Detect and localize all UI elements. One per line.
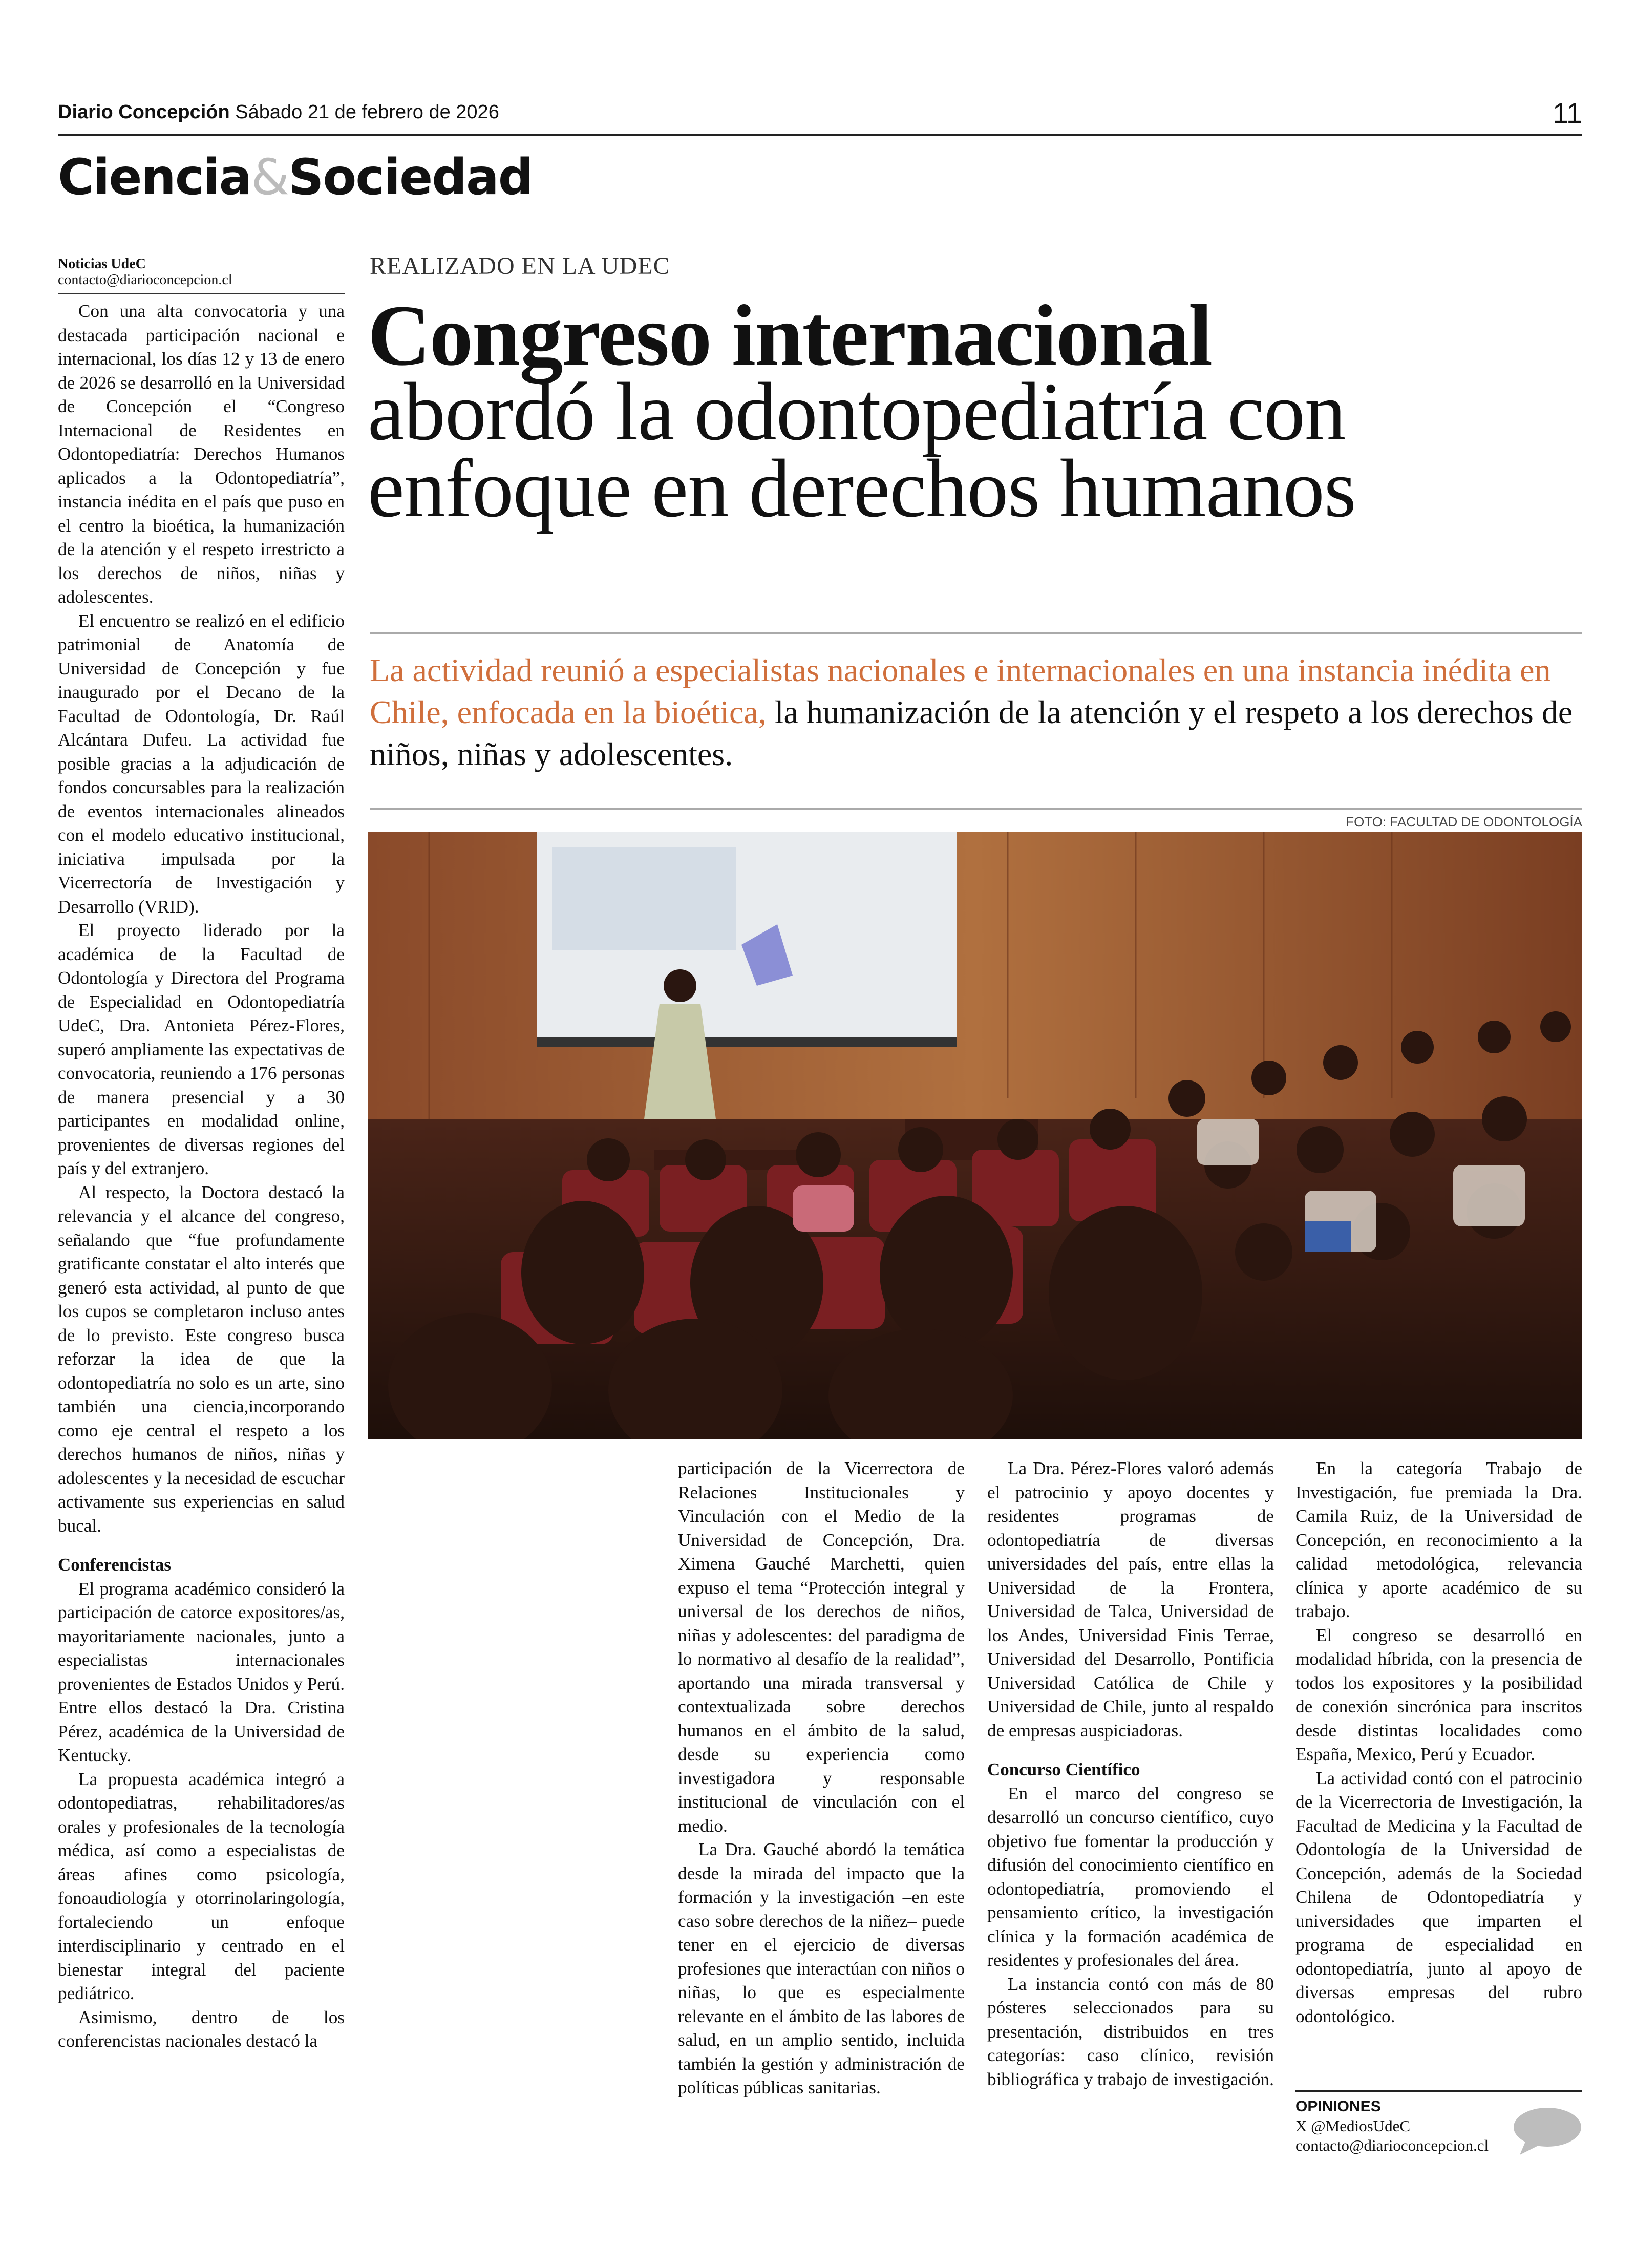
body-column-1 <box>58 300 345 2053</box>
photo-credit: FOTO: FACULTAD DE ODONTOLOGÍA <box>1346 814 1582 830</box>
headline-line1: Congreso internacional <box>368 287 1212 384</box>
opinions-title: OPINIONES <box>1295 2098 1381 2115</box>
body-paragraph: El programa académico consideró la participación de catorce expositores/as, mayoritariamente nacionales, junto a especialistas internacionales provenientes de Estados Unidos y Perú. Entre ellos destacó la Dra. Cristina Pérez, académica de la Universidad de Kentucky. <box>58 1578 345 1765</box>
lead-paragraph <box>370 649 1583 775</box>
section-part2: Sociedad <box>288 149 533 206</box>
body-paragraph: La instancia contó con más de 80 pósteres seleccionados para su presentación, distribuidos en tres categorías: caso clínico, revisión bibliográfica y trabajo de investigación. <box>987 1974 1274 2089</box>
body-paragraph: La actividad contó con el patrocinio de la Vicerrectoria de Investigación, la Facultad de Medicina y la Facultad de Odontología de la Universidad de Concepción, además de la Sociedad Chilena de Odontopediatría y universidades que imparten el programa de especialidad en odontopediatría, junto al apoyo de diversas empresas del rubro odontológico. <box>1295 1768 1582 2026</box>
headline <box>368 287 1586 535</box>
publication-date: Sábado 21 de febrero de 2026 <box>235 101 499 123</box>
section-amp: & <box>251 149 289 206</box>
opinions-email: contacto@diarioconcepcion.cl <box>1295 2136 1489 2154</box>
body-column-2 <box>678 1457 965 2100</box>
section-title <box>58 149 533 206</box>
opinions-rule <box>1295 2090 1582 2092</box>
header-rule <box>58 134 1582 136</box>
body-paragraph: La Dra. Gauché abordó la temática desde la mirada del impacto que la formación y la investigación –en este caso sobre derechos de la niñez– puede tener en el ejercicio de diversas profesiones que interactúan con niños o niñas, lo que es especialmente relevante en el ámbito de las labores de salud, en un amplio sentido, incluida también la gestión y administración de políticas públicas sanitarias. <box>678 1839 965 2097</box>
headline-rule <box>370 632 1582 634</box>
speech-bubble-icon <box>1511 2106 1582 2159</box>
lead-rest: la humanización de la atención y el respeto a los derechos de niños, niñas y adolescentes. <box>370 694 1573 772</box>
opinions-social: X @MediosUdeC <box>1295 2117 1411 2135</box>
body-column-4 <box>1295 1457 1582 2028</box>
headline-line2: abordó la odontopediatría con <box>368 366 1346 458</box>
body-paragraph: La Dra. Pérez-Flores valoró además el patrocinio y apoyo docentes y residentes programas de odontopediatría de diversas universidades del país, entre ellas la Universidad de la Frontera, Universidad de Talca, Universidad de los Andes, Universidad Finis Terrae, Universidad del Desarrollo, Pontificia Universidad Católica de Chile y Universidad de Chile, junto al respaldo de empresas auspiciadoras. <box>987 1458 1274 1741</box>
body-paragraph: En la categoría Trabajo de Investigación, fue premiada la Dra. Camila Ruiz, de la Universidad de Concepción, en reconocimiento a la calidad metodológica, relevancia clínica y aporte académico de su trabajo. <box>1295 1458 1582 1621</box>
body-column-3 <box>987 1457 1274 2091</box>
body-paragraph: Al respecto, la Doctora destacó la relevancia y el alcance del congreso, señalando que “fue profundamente gratificante constatar el alto interés que generó esta actividad, al punto de que los cupos se completaron incluso antes de lo previsto. Este congreso busca reforzar la idea de que la odontopediatría no solo es un arte, sino también una ciencia,incorporando como eje central el respeto a los derechos humanos de niños, niñas y adolescentes y la necesidad de escuchar activamente sus experiencias en salud bucal. <box>58 1182 345 1536</box>
headline-line3: enfoque en derechos humanos <box>368 443 1356 535</box>
subhead-concurso: Concurso Científico <box>987 1760 1140 1779</box>
byline-email: contacto@diarioconcepcion.cl <box>58 272 232 288</box>
body-paragraph: Con una alta convocatoria y una destacada participación nacional e internacional, los días 12 y 13 de enero de 2026 se desarrolló en la Universidad de Concepción el “Congreso Internacional de Residentes en Odontopediatría: Derechos Humanos aplicados a la Odontopediatría”, instancia inédita en el país que puso en el centro la bioética, la humanización de la atención y el respeto irrestricto a los derechos de niños, niñas y adolescentes. <box>58 301 345 607</box>
subhead-conferencistas: Conferencistas <box>58 1555 171 1575</box>
body-paragraph: En el marco del congreso se desarrolló un concurso científico, cuyo objetivo fue fomentar la producción y difusión del conocimiento científico en odontopediatría, promoviendo el pensamiento crítico, la investigación clínica y la formación académica de residentes y profesionales del área. <box>987 1783 1274 1970</box>
publication-name: Diario Concepción <box>58 101 230 123</box>
body-paragraph: El congreso se desarrolló en modalidad híbrida, con la presencia de todos los expositores y la posibilidad de conexión sincrónica para inscritos desde distintas localidades como España, Mexico, Perú y Ecuador. <box>1295 1625 1582 1764</box>
page-number: 11 <box>1552 97 1582 129</box>
article-photo <box>368 832 1582 1439</box>
photo-illustration <box>368 832 1582 1439</box>
body-paragraph: El encuentro se realizó en el edificio patrimonial de Anatomía de Universidad de Concepción y fue inaugurado por el Decano de la Facultad de Odontología, Dr. Raúl Alcántara Dufeu. La actividad fue posible gracias a la adjudicación de fondos concursables para la realización de eventos internacionales alineados con el modelo educativo institucional, iniciativa impulsada por la Vicerrectoría de Investigación y Desarrollo (VRID). <box>58 610 345 917</box>
lead-rule <box>370 808 1582 810</box>
byline <box>58 256 345 294</box>
section-part1: Ciencia <box>58 149 251 206</box>
kicker: REALIZADO EN LA UDEC <box>370 252 670 280</box>
masthead <box>58 101 499 123</box>
body-paragraph: Asimismo, dentro de los conferencistas nacionales destacó la <box>58 2007 345 2051</box>
body-paragraph: La propuesta académica integró a odontopediatras, rehabilitadores/as orales y profesionales de la tecnología médica, así como a especialistas de áreas afines como psicología, fonoaudiología y otorrinolaringología, fortaleciendo un enfoque interdisciplinario y centrado en el bienestar integral del paciente pediátrico. <box>58 1769 345 2003</box>
byline-name: Noticias UdeC <box>58 256 146 272</box>
body-paragraph: El proyecto liderado por la académica de la Facultad de Odontología y Directora del Programa de Especialidad en Odontopediatría UdeC, Dra. Antonieta Pérez-Flores, superó ampliamente las expectativas de convocatoria, reuniendo a 176 personas de manera presencial y a 30 participantes en modalidad online, provenientes de diversas regiones del país y del extranjero. <box>58 920 345 1178</box>
body-paragraph: participación de la Vicerrectora de Relaciones Institucionales y Vinculación con el Medio de la Universidad de Concepción, Dra. Ximena Gauché Marchetti, quien expuso el tema “Protección integral y universal de los derechos de niños, niñas y adolescentes: del paradigma de lo normativo al desafío de la realidad”, aportando una mirada transversal y contextualizada sobre derechos humanos en el ámbito de la salud, desde su experiencia como investigadora y responsable institucional de vinculación con el medio. <box>678 1458 965 1836</box>
lead-highlight: La actividad reunió a especialistas nacionales e internacionales en una instancia inédita en Chile, enfocada en la bioética, <box>370 652 1551 730</box>
